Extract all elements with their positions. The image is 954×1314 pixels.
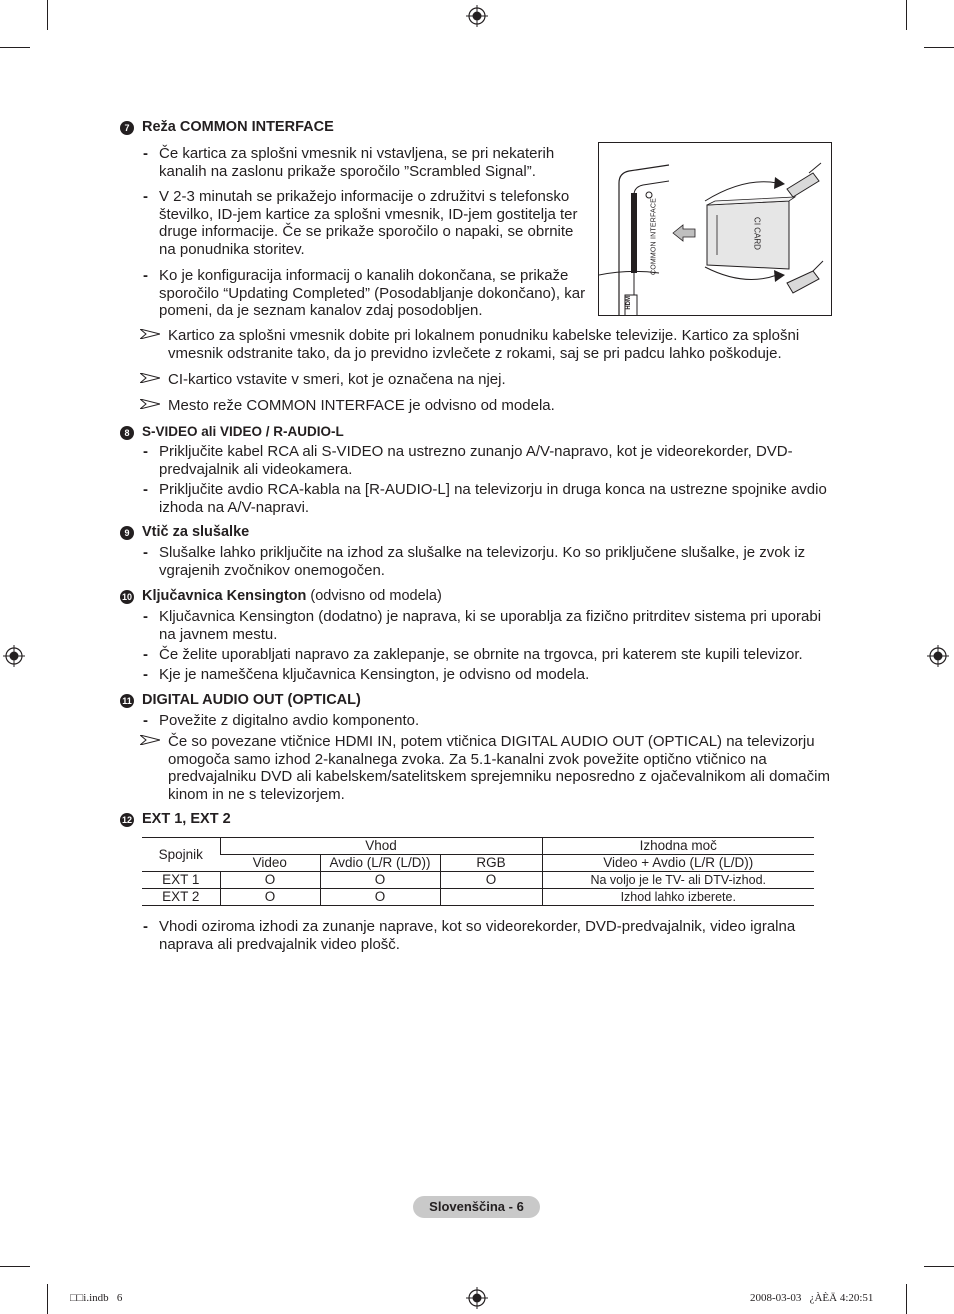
bullet-dash: - [143,481,148,498]
table-row [142,889,814,906]
bullet-dash: - [143,544,148,561]
crop-mark [47,1284,48,1314]
table-header-connector: Spojnik [142,838,220,872]
table-cell: O [320,872,440,889]
bullet-text: Priključite avdio RCA-kabla na [R-AUDIO-L] na televizorju in druga konca na ustrezne spojnike avdio izhoda na A/V-napravi. [159,481,827,516]
section-title-suffix: (odvisno od modela) [310,588,442,604]
bullet-dash: - [143,443,148,460]
section-number-badge: 7 [120,121,134,135]
section-number-badge: 11 [120,694,134,708]
bullet-text: Povežite z digitalno avdio komponento. [159,712,420,729]
note-text: Če so povezane vtičnice HDMI IN, potem vtičnica DIGITAL AUDIO OUT (OPTICAL) na televizorju omogoča samo izhod 2-kanalnega zvoka. Za 5.1-kanalni zvok povežite optično vtičnico na predvajalniku DVD ali kabelskem/satelitskem sprejemniku neposredno z ojačevalnikom ali domačim kinom in ne s televizorjem. [168,733,830,803]
table-subheader: Video [220,855,320,872]
table-header-output: Izhodna moč [542,838,814,855]
section-title-text: Ključavnica Kensington [142,588,307,604]
page-number-badge: Slovenščina - 6 [413,1196,540,1218]
note-arrow-icon [140,329,160,339]
table-cell: O [220,872,320,889]
print-slug-left: □□i.indb 6 [70,1292,123,1304]
note-text: Mesto reže COMMON INTERFACE je odvisno od modela. [168,397,555,414]
bullet-text: V 2-3 minutah se prikažejo informacije o združitvi s telefonsko številko, ID-jem kartice za splošni vmesnik, ID-jem gostitelja ter druge informacije. Če se prikaže sporočilo o napaki, se obrnite na ponudnika storitev. [159,188,578,258]
note-text: CI-kartico vstavite v smeri, kot je označena na njej. [168,371,506,388]
crop-mark [0,1266,30,1267]
crop-mark [47,0,48,30]
bullet-dash: - [143,918,148,935]
registration-mark-icon [466,5,488,27]
registration-mark-icon [466,1287,488,1309]
bullet-text: Slušalke lahko priključite na izhod za slušalke na televizorju. Ko so priključene slušalke, je zvok iz vgrajenih zvočnikov onemogočen. [159,544,806,579]
bullet-text: Kje je nameščena ključavnica Kensington, je odvisno od modela. [159,666,590,683]
table-cell: O [220,889,320,906]
table-row [142,872,814,889]
registration-mark-icon [927,645,949,667]
registration-mark-icon [3,645,25,667]
section-title: Vtič za slušalke [142,524,250,540]
bullet-text: Vhodi oziroma izhodi za zunanje naprave, kot so videorekorder, DVD-predvajalnik, video igralna naprava ali predvajalnik video plošč. [159,918,796,953]
note-arrow-icon [140,399,160,409]
table-subheader: Avdio (L/R (L/D)) [320,855,440,872]
bullet-text: Če želite uporabljati napravo za zaklepanje, se obrnite na trgovca, pri katerem ste kupili televizor. [159,646,803,663]
section-title: DIGITAL AUDIO OUT (OPTICAL) [142,692,361,708]
bullet-dash: - [143,646,148,663]
ci-card-illustration [599,143,832,316]
print-slug-right: 2008-03-03 ¿ÀÈÄ 4:20:51 [750,1292,874,1304]
table-cell [440,889,542,906]
bullet-dash: - [143,666,148,683]
table-cell: EXT 1 [142,872,220,889]
section-number-badge: 9 [120,526,134,540]
crop-mark [906,1284,907,1314]
section-title [142,588,442,604]
crop-mark [924,1266,954,1267]
table-subheader: Video + Avdio (L/R (L/D)) [542,855,814,872]
bullet-text: Ključavnica Kensington (dodatno) je naprava, ki se uporablja za fizično pritrditev sistema pri uporabi na javnem mestu. [159,608,822,643]
table-cell: O [320,889,440,906]
section-number-badge: 10 [121,592,132,602]
table-header-input: Vhod [220,838,542,855]
bullet-dash: - [143,188,148,205]
bullet-text: Priključite kabel RCA ali S-VIDEO na ustrezno zunanjo A/V-napravo, kot je videorekorder, DVD-predvajalnik ali videokamera. [159,443,793,478]
bullet-dash: - [143,145,148,162]
note-arrow-icon [140,373,160,383]
table-subheader: RGB [440,855,542,872]
table-cell: Izhod lahko izberete. [542,889,814,906]
section-title: S-VIDEO ali VIDEO / R-AUDIO-L [142,424,344,439]
section-title: Reža COMMON INTERFACE [142,119,334,135]
crop-mark [924,47,954,48]
hdmi-port-label: HDMI [626,294,632,310]
note-text: Kartico za splošni vmesnik dobite pri lokalnem ponudniku kabelske televizije. Kartico za splošni vmesnik odstranite tako, da jo previdno izvlečete z rokami, saj se pri padcu lahko poškoduje. [168,327,800,362]
ci-card-label: CI CARD [752,217,762,250]
bullet-text: Če kartica za splošni vmesnik ni vstavljena, se pri nekaterih kanalih na zaslonu prikaže sporočilo ”Scrambled Signal”. [159,145,555,180]
ext-connector-table [142,837,814,906]
section-number-badge: 12 [121,815,132,825]
bullet-text: Ko je konfiguracija informacij o kanalih dokončana, se prikaže sporočilo “Updating Completed” (Posodabljanje dokončano), kar pomeni, da je seznam kanalov zdaj posodobljen. [159,267,586,319]
bullet-dash: - [143,712,148,729]
crop-mark [906,0,907,30]
table-cell: EXT 2 [142,889,220,906]
crop-mark [0,47,30,48]
ci-card-figure [598,142,832,316]
note-arrow-icon [140,735,160,745]
section-number-badge: 8 [120,426,134,440]
section-title: EXT 1, EXT 2 [142,811,231,827]
table-cell: O [440,872,542,889]
table-cell: Na voljo je le TV- ali DTV-izhod. [542,872,814,889]
slot-label: COMMON INTERFACE [650,197,658,276]
bullet-dash: - [143,608,148,625]
bullet-dash: - [143,267,148,284]
